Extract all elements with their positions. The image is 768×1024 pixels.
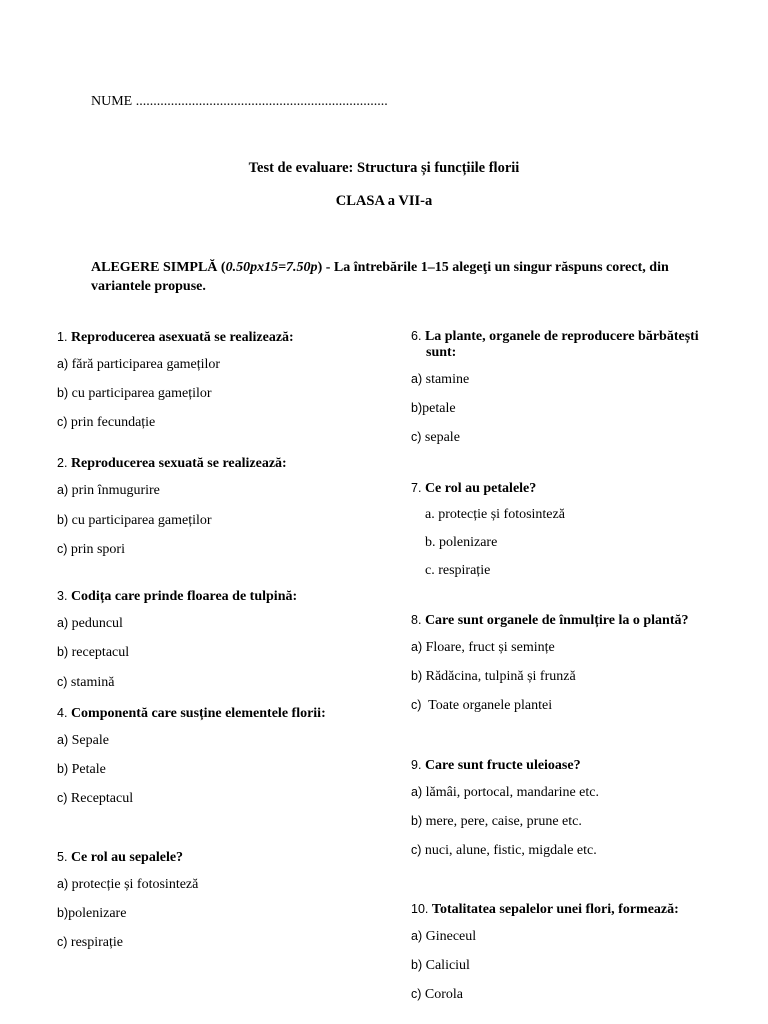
question-number: 10. [411, 902, 429, 916]
option-8a[interactable] [411, 640, 555, 656]
option-letter: a) [411, 929, 423, 943]
option-text: prin fecundație [70, 415, 156, 430]
option-text: respirație [70, 935, 124, 950]
option-text: peduncul [71, 616, 123, 631]
option-letter: a) [411, 640, 423, 654]
option-letter: b) [411, 958, 423, 972]
option-7b[interactable] [425, 535, 497, 551]
option-3a[interactable] [57, 616, 123, 632]
option-2a[interactable] [57, 483, 160, 499]
question-number: 6. [411, 329, 422, 343]
option-4b[interactable] [57, 762, 106, 778]
option-text: cu participarea gameților [71, 386, 212, 401]
option-letter: b) [57, 513, 69, 527]
option-letter: a) [57, 733, 69, 747]
question-text: Codița care prinde floarea de tulpină: [70, 589, 298, 604]
question-text: Reproducerea asexuată se realizează: [70, 330, 294, 345]
option-1a[interactable] [57, 357, 220, 373]
option-10b[interactable] [411, 958, 470, 974]
option-text: Floare, fruct și semințe [425, 640, 555, 655]
option-text: Corola [424, 987, 464, 1002]
option-letter: a. [425, 507, 435, 522]
option-text: Receptacul [70, 791, 134, 806]
question-text: Totalitatea sepalelor unei flori, formează: [431, 902, 679, 917]
option-letter: c) [57, 791, 68, 805]
option-5c[interactable] [57, 935, 123, 951]
question-3 [57, 587, 297, 606]
question-number: 7. [411, 481, 422, 495]
option-6b[interactable] [411, 401, 456, 417]
option-8b[interactable] [411, 669, 576, 685]
option-letter: a) [57, 483, 69, 497]
question-9 [411, 756, 581, 775]
option-text: protecție și fotosinteză [438, 507, 565, 522]
option-letter: b. [425, 535, 436, 550]
option-letter: c) [411, 843, 422, 857]
question-number: 9. [411, 758, 422, 772]
question-7 [411, 479, 536, 498]
question-text: La plante, organele de reproducere bărbătești [424, 329, 699, 344]
option-text: polenizare [68, 906, 127, 921]
option-text: Caliciul [425, 958, 470, 973]
option-5b[interactable] [57, 906, 126, 922]
option-letter: c) [57, 935, 68, 949]
option-letter: b) [411, 814, 423, 828]
instructions-label: ALEGERE SIMPLĂ ( [91, 260, 226, 275]
option-text: polenizare [439, 535, 498, 550]
option-letter: b) [57, 386, 69, 400]
option-text: cu participarea gameților [71, 513, 212, 528]
option-7c[interactable] [425, 563, 490, 579]
question-text: Reproducerea sexuată se realizează: [70, 456, 287, 471]
question-2 [57, 454, 287, 473]
question-text: Ce rol au petalele? [424, 481, 537, 496]
question-6-line2 [426, 344, 456, 362]
option-6c[interactable] [411, 430, 460, 446]
question-10 [411, 900, 679, 919]
option-text: sepale [424, 430, 460, 445]
question-5 [57, 848, 183, 867]
option-text: prin înmugurire [71, 483, 160, 498]
question-text: Care sunt fructe uleioase? [424, 758, 581, 773]
question-number: 5. [57, 850, 68, 864]
option-9b[interactable] [411, 814, 582, 830]
option-text: Petale [71, 762, 106, 777]
option-2c[interactable] [57, 542, 125, 558]
question-number: 2. [57, 456, 68, 470]
option-letter: a) [57, 616, 69, 630]
instructions-points: 0.50px15=7.50p [225, 260, 318, 275]
option-letter: c) [57, 542, 68, 556]
instructions-rest: ) - La întrebările 1–15 alegeţi un singur răspuns corect, din variantele propuse. [91, 260, 669, 294]
option-letter: c) [57, 415, 68, 429]
option-9c[interactable] [411, 843, 597, 859]
question-8 [411, 611, 688, 630]
option-letter: b) [57, 762, 69, 776]
option-6a[interactable] [411, 372, 469, 388]
question-text: Care sunt organele de înmulțire la o plantă? [424, 613, 689, 628]
option-text: Toate organele plantei [428, 698, 553, 713]
option-text: Gineceul [425, 929, 477, 944]
option-letter: a) [57, 877, 69, 891]
question-text: sunt: [426, 345, 457, 360]
option-4c[interactable] [57, 791, 133, 807]
test-title: Test de evaluare: Structura și funcțiile florii [248, 160, 520, 176]
option-5a[interactable] [57, 877, 198, 893]
option-letter: b) [57, 906, 69, 920]
question-number: 4. [57, 706, 68, 720]
option-text: respirație [438, 563, 491, 578]
question-number: 8. [411, 613, 422, 627]
option-text: receptacul [71, 645, 130, 660]
option-text: Sepale [71, 733, 109, 748]
option-letter: c) [411, 698, 422, 712]
question-number: 3. [57, 589, 68, 603]
option-3b[interactable] [57, 645, 129, 661]
option-text: lămâi, portocal, mandarine etc. [425, 785, 599, 800]
option-10c[interactable] [411, 987, 463, 1003]
option-4a[interactable] [57, 733, 109, 749]
option-1c[interactable] [57, 415, 155, 431]
option-text: protecție și fotosinteză [71, 877, 199, 892]
question-1 [57, 328, 294, 347]
option-letter: c) [411, 430, 422, 444]
option-text: stamină [70, 675, 115, 690]
question-number: 1. [57, 330, 68, 344]
option-letter: c) [411, 987, 422, 1001]
option-3c[interactable] [57, 675, 114, 691]
class-heading: CLASA a VII-a [335, 193, 433, 209]
question-text: Componentă care susține elementele florii: [70, 706, 326, 721]
option-text: Rădăcina, tulpină și frunză [425, 669, 576, 684]
option-letter: a) [411, 372, 423, 386]
option-text: stamine [425, 372, 470, 387]
option-letter: a) [57, 357, 69, 371]
option-letter: b) [57, 645, 69, 659]
option-1b[interactable] [57, 386, 212, 402]
option-letter: a) [411, 785, 423, 799]
option-letter: b) [411, 669, 423, 683]
option-letter: c) [57, 675, 68, 689]
option-9a[interactable] [411, 785, 599, 801]
option-letter: b) [411, 401, 423, 415]
option-text: nuci, alune, fistic, migdale etc. [424, 843, 597, 858]
question-text: Ce rol au sepalele? [70, 850, 184, 865]
option-2b[interactable] [57, 513, 212, 529]
option-10a[interactable] [411, 929, 476, 945]
option-7a[interactable] [425, 507, 565, 523]
option-letter: c. [425, 563, 435, 578]
option-text: petale [422, 401, 456, 416]
option-8c[interactable] [411, 698, 552, 714]
instructions [91, 258, 691, 296]
name-field-line: NUME ........................................................................ [91, 94, 388, 109]
option-text: fără participarea gameților [71, 357, 221, 372]
option-text: prin spori [70, 542, 125, 557]
option-text: mere, pere, caise, prune etc. [425, 814, 582, 829]
question-4 [57, 704, 326, 723]
